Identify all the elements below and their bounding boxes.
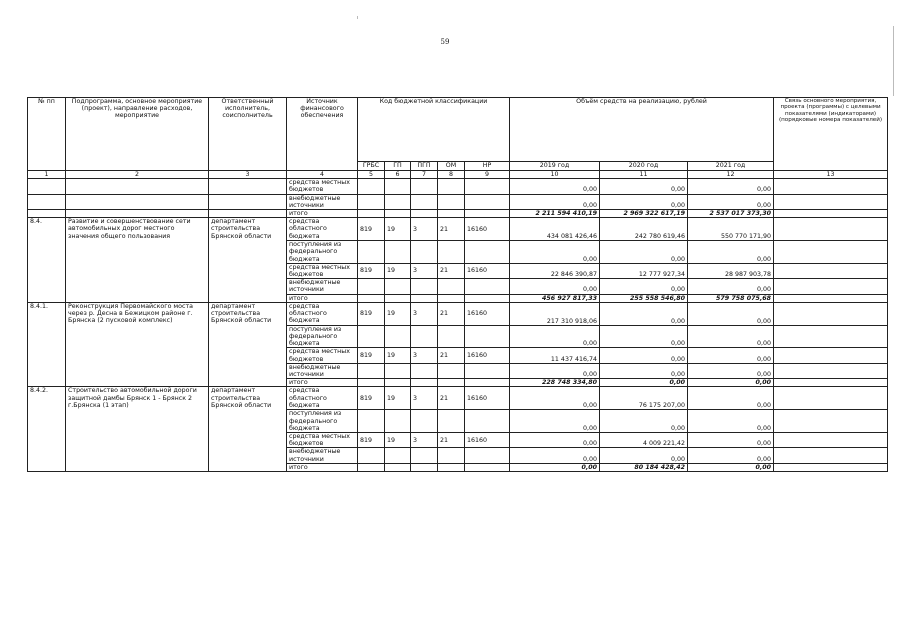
row-indicator (774, 263, 888, 278)
row-source: итого (287, 294, 358, 302)
row-value: 228 748 334,80 (510, 379, 600, 387)
row-value: 0,00 (510, 241, 600, 264)
row-value: 0,00 (688, 463, 774, 471)
row-code: 3 (411, 387, 438, 410)
col-number: 4 (287, 171, 358, 179)
row-code (438, 410, 465, 433)
header-code-pgp: ПГП (411, 162, 438, 171)
row-code: 19 (385, 433, 411, 448)
budget-table (27, 97, 888, 472)
row-code: 19 (385, 218, 411, 241)
row-value: 0,00 (688, 379, 774, 387)
row-exec: департамент строительства Брянской области (209, 218, 287, 303)
row-indicator (774, 348, 888, 363)
row-code (385, 463, 411, 471)
row-indicator (774, 387, 888, 410)
row-value: 22 846 390,87 (510, 263, 600, 278)
row-source: итого (287, 463, 358, 471)
row-code (411, 294, 438, 302)
row-code: 16160 (465, 218, 510, 241)
row-source: внебюджетные источники (287, 194, 358, 209)
row-code: 19 (385, 348, 411, 363)
row-code: 21 (438, 218, 465, 241)
row-code: 3 (411, 263, 438, 278)
col-number: 3 (209, 171, 287, 179)
row-value: 0,00 (600, 410, 688, 433)
row-exec (209, 210, 287, 218)
row-code (385, 325, 411, 348)
row-source: средства областного бюджета (287, 302, 358, 325)
row-source: средства областного бюджета (287, 218, 358, 241)
col-number: 7 (411, 171, 438, 179)
col-number: 2 (66, 171, 209, 179)
row-code (438, 463, 465, 471)
row-code (411, 179, 438, 194)
row-num (28, 194, 66, 209)
page-number: 59 (440, 38, 450, 46)
row-code (385, 363, 411, 378)
row-code (358, 194, 385, 209)
row-value: 2 969 322 617,19 (600, 210, 688, 218)
row-value: 579 758 075,68 (688, 294, 774, 302)
col-number: 9 (465, 171, 510, 179)
row-code (411, 463, 438, 471)
col-number: 10 (510, 171, 600, 179)
row-code: 3 (411, 218, 438, 241)
row-value: 0,00 (600, 348, 688, 363)
row-value: 12 777 927,34 (600, 263, 688, 278)
row-code (465, 363, 510, 378)
row-indicator (774, 218, 888, 241)
row-code: 19 (385, 263, 411, 278)
row-code (438, 294, 465, 302)
row-source: итого (287, 210, 358, 218)
row-indicator (774, 241, 888, 264)
row-value: 0,00 (600, 279, 688, 294)
row-code (438, 210, 465, 218)
row-name (66, 210, 209, 218)
row-code (385, 448, 411, 463)
row-code (465, 325, 510, 348)
row-code: 16160 (465, 433, 510, 448)
row-value: 0,00 (688, 325, 774, 348)
row-value: 0,00 (510, 279, 600, 294)
row-value: 11 437 416,74 (510, 348, 600, 363)
row-code: 819 (358, 348, 385, 363)
row-value: 456 927 817,33 (510, 294, 600, 302)
row-code (465, 279, 510, 294)
row-code: 819 (358, 387, 385, 410)
row-code (358, 325, 385, 348)
row-name (66, 194, 209, 209)
row-code (358, 448, 385, 463)
col-number: 1 (28, 171, 66, 179)
row-value: 0,00 (688, 179, 774, 194)
row-value: 0,00 (510, 463, 600, 471)
table-body (28, 179, 888, 472)
row-value: 0,00 (510, 433, 600, 448)
row-source: средства местных бюджетов (287, 179, 358, 194)
header-volume: Объём средств на реализацию, рублей (510, 98, 774, 162)
row-value: 0,00 (600, 179, 688, 194)
row-code (411, 379, 438, 387)
row-num: 8.4.2. (28, 387, 66, 472)
row-value: 0,00 (688, 348, 774, 363)
row-source: средства местных бюджетов (287, 433, 358, 448)
row-indicator (774, 294, 888, 302)
row-value: 0,00 (600, 302, 688, 325)
row-code (411, 279, 438, 294)
row-source: поступления из федерального бюджета (287, 410, 358, 433)
row-value: 550 770 171,90 (688, 218, 774, 241)
row-value: 0,00 (688, 387, 774, 410)
row-exec: департамент строительства Брянской области (209, 302, 287, 387)
row-code (385, 194, 411, 209)
header-executor: Ответственный исполнитель, соисполнитель (209, 98, 287, 171)
row-code: 3 (411, 348, 438, 363)
header-year-2021: 2021 год (688, 162, 774, 171)
row-value: 0,00 (510, 325, 600, 348)
row-code (438, 325, 465, 348)
row-code (465, 294, 510, 302)
row-code (438, 448, 465, 463)
row-indicator (774, 210, 888, 218)
row-code (465, 179, 510, 194)
row-code (385, 241, 411, 264)
row-value: 76 175 207,00 (600, 387, 688, 410)
row-value: 0,00 (688, 433, 774, 448)
total-row (28, 210, 888, 218)
row-code: 21 (438, 387, 465, 410)
row-value: 0,00 (600, 363, 688, 378)
row-value: 0,00 (688, 448, 774, 463)
col-number: 8 (438, 171, 465, 179)
row-value: 0,00 (600, 448, 688, 463)
row-source: внебюджетные источники (287, 448, 358, 463)
row-num (28, 179, 66, 194)
row-value: 0,00 (510, 179, 600, 194)
row-source: внебюджетные источники (287, 279, 358, 294)
row-code (438, 379, 465, 387)
row-code: 21 (438, 302, 465, 325)
table-row (28, 302, 888, 325)
row-value: 2 537 017 373,30 (688, 210, 774, 218)
row-value: 0,00 (688, 410, 774, 433)
row-source: поступления из федерального бюджета (287, 241, 358, 264)
row-source: поступления из федерального бюджета (287, 325, 358, 348)
header-num: № пп (28, 98, 66, 171)
row-value: 0,00 (600, 241, 688, 264)
row-code (438, 279, 465, 294)
row-value: 0,00 (688, 279, 774, 294)
table-row (28, 218, 888, 241)
row-indicator (774, 325, 888, 348)
row-indicator (774, 363, 888, 378)
row-code: 819 (358, 302, 385, 325)
row-indicator (774, 302, 888, 325)
row-source: средства местных бюджетов (287, 263, 358, 278)
row-name: Развитие и совершенствование сети автомобильных дорог местного значения общего пользования (66, 218, 209, 303)
row-code (438, 194, 465, 209)
row-code (358, 294, 385, 302)
header-code-om: ОМ (438, 162, 465, 171)
row-source: средства местных бюджетов (287, 348, 358, 363)
row-code: 19 (385, 387, 411, 410)
row-code (438, 363, 465, 378)
col-number: 5 (358, 171, 385, 179)
row-source: итого (287, 379, 358, 387)
row-code: 16160 (465, 302, 510, 325)
row-code (385, 279, 411, 294)
row-code (358, 279, 385, 294)
header-row (28, 98, 888, 162)
row-value: 0,00 (688, 302, 774, 325)
row-value: 0,00 (510, 410, 600, 433)
row-code: 16160 (465, 387, 510, 410)
header-code-gp: ГП (385, 162, 411, 171)
row-code (438, 241, 465, 264)
row-value: 4 009 221,42 (600, 433, 688, 448)
row-value: 0,00 (510, 448, 600, 463)
row-source: внебюджетные источники (287, 363, 358, 378)
row-indicator (774, 179, 888, 194)
row-value: 0,00 (600, 379, 688, 387)
header-code-nr: НР (465, 162, 510, 171)
row-value: 0,00 (688, 363, 774, 378)
row-name (66, 179, 209, 194)
row-code (438, 179, 465, 194)
row-indicator (774, 410, 888, 433)
row-code: 819 (358, 263, 385, 278)
row-code (465, 210, 510, 218)
scan-mark (357, 16, 358, 19)
row-code (465, 463, 510, 471)
row-code (358, 363, 385, 378)
row-code: 3 (411, 433, 438, 448)
row-value: 0,00 (510, 194, 600, 209)
row-code (411, 325, 438, 348)
row-code (358, 179, 385, 194)
row-code (385, 410, 411, 433)
row-code (465, 379, 510, 387)
row-exec (209, 179, 287, 194)
row-indicator (774, 279, 888, 294)
row-code: 819 (358, 218, 385, 241)
row-num: 8.4. (28, 218, 66, 303)
row-code (465, 194, 510, 209)
row-code: 21 (438, 263, 465, 278)
header-source: Источник финансового обеспечения (287, 98, 358, 171)
row-indicator (774, 379, 888, 387)
row-code (411, 410, 438, 433)
row-code: 19 (385, 302, 411, 325)
row-value: 434 081 426,46 (510, 218, 600, 241)
row-num: 8.4.1. (28, 302, 66, 387)
row-code (358, 463, 385, 471)
row-code: 16160 (465, 348, 510, 363)
row-name: Строительство автомобильной дороги защитной дамбы Брянск 1 - Брянск 2 г.Брянска (1 этап) (66, 387, 209, 472)
header-year-2019: 2019 год (510, 162, 600, 171)
row-code (385, 179, 411, 194)
row-code: 3 (411, 302, 438, 325)
row-code (411, 210, 438, 218)
row-code (411, 194, 438, 209)
header-year-2020: 2020 год (600, 162, 688, 171)
row-value: 255 558 546,80 (600, 294, 688, 302)
row-indicator (774, 463, 888, 471)
row-code: 16160 (465, 263, 510, 278)
row-value: 80 184 428,42 (600, 463, 688, 471)
row-value: 0,00 (510, 387, 600, 410)
row-code (385, 294, 411, 302)
row-code (411, 448, 438, 463)
row-code (358, 241, 385, 264)
row-indicator (774, 194, 888, 209)
row-exec: департамент строительства Брянской области (209, 387, 287, 472)
col-number: 11 (600, 171, 688, 179)
row-code (411, 241, 438, 264)
row-value: 0,00 (688, 241, 774, 264)
row-code (358, 410, 385, 433)
row-indicator (774, 448, 888, 463)
col-number: 6 (385, 171, 411, 179)
row-value: 28 987 903,78 (688, 263, 774, 278)
row-code: 21 (438, 433, 465, 448)
row-value: 217 310 918,06 (510, 302, 600, 325)
row-code (358, 210, 385, 218)
header-name: Подпрограмма, основное мероприятие (проект), направление расходов, мероприятие (66, 98, 209, 171)
table-row (28, 194, 888, 209)
row-code (465, 241, 510, 264)
row-code (385, 379, 411, 387)
row-value: 0,00 (688, 194, 774, 209)
header-code-grbs: ГРБС (358, 162, 385, 171)
header-indicator-link: Связь основного мероприятия, проекта (программы) с целевыми показателями (индикаторами) (порядковые номера показателей) (774, 98, 888, 171)
row-code: 819 (358, 433, 385, 448)
row-exec (209, 194, 287, 209)
column-number-row (28, 171, 888, 179)
row-indicator (774, 433, 888, 448)
row-value: 0,00 (600, 194, 688, 209)
table-row (28, 179, 888, 194)
row-value: 242 780 619,46 (600, 218, 688, 241)
table-row (28, 387, 888, 410)
row-name: Реконструкция Первомайского моста через р. Десна в Бежицком районе г. Брянска (2 пусковой комплекс) (66, 302, 209, 387)
row-value: 2 211 594 410,19 (510, 210, 600, 218)
header-budget-code: Код бюджетной классификации (358, 98, 510, 162)
row-code (465, 410, 510, 433)
col-number: 12 (688, 171, 774, 179)
row-value: 0,00 (510, 363, 600, 378)
row-value: 0,00 (600, 325, 688, 348)
row-code (358, 379, 385, 387)
row-code (465, 448, 510, 463)
row-source: средства областного бюджета (287, 387, 358, 410)
col-number: 13 (774, 171, 888, 179)
row-code (385, 210, 411, 218)
row-code: 21 (438, 348, 465, 363)
row-num (28, 210, 66, 218)
scan-edge-line (893, 26, 894, 96)
row-code (411, 363, 438, 378)
